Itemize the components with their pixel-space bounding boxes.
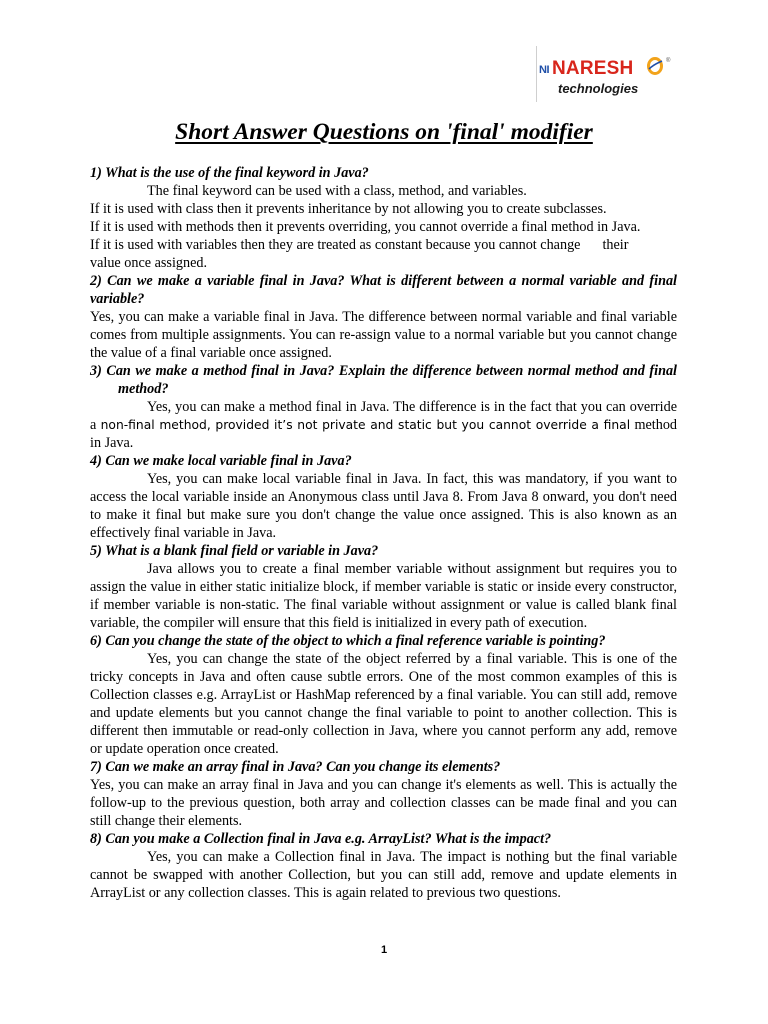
page-number: 1 [380,944,388,956]
question-heading: 5) What is a blank final field or variable in Java? [90,543,379,559]
document-body [90,164,677,902]
answer-paragraph: Yes, you can make a Collection final in Java. The impact is nothing but the final variable cannot be swapped with another Collection, but you can still add, remove and update elements in ArrayList or any collection classes. This is again related to previous two questions. [90,849,677,901]
question-heading: 1) What is the use of the final keyword in Java? [90,165,369,181]
answer-paragraph [90,398,677,452]
logo-swoosh-icon [646,57,664,75]
logo-trademark: ® [666,58,671,64]
answer-text: Yes, you can make a method final in Java. The difference is in the fact that you can override a [90,399,677,433]
question-heading: 2) Can we make a variable final in Java? What is different between a normal variable and final variable? [90,273,677,307]
answer-paragraph: value once assigned. [90,255,208,271]
question-heading: 4) Can we make local variable final in Java? [90,453,352,469]
answer-paragraph: If it is used with methods then it prevents overriding, you cannot override a final method in Java. [90,219,641,235]
answer-paragraph: Yes, you can make a variable final in Java. The difference between normal variable and final variable comes from multiple assignments. You can re-assign value to a normal variable but you cannot change the value of a final variable once assigned. [90,309,677,361]
logo-divider [536,46,537,102]
logo-tagline: technologies [558,81,639,96]
question-heading: 7) Can we make an array final in Java? Can you change its elements? [90,759,501,775]
answer-line [90,236,677,254]
answer-text: method in Java. [90,417,678,451]
answer-paragraph: Java allows you to create a final member variable without assignment but requires you to assign the value in either static initialize block, if member variable is static or inside every constructor, if member variable is non-static. The final variable without assignment or value is called blank final variable, the compiler will ensure that this field is initialized in every path of execution. [90,561,677,631]
answer-paragraph: Yes, you can change the state of the object referred by a final variable. This is one of the tricky concepts in Java and often cause subtle errors. One of the most common examples of this is Collection classes e.g. ArrayList or HashMap referenced by a final variable. You can still add, remove and update elements but you cannot change the final variable to point to another collection. This is different then immutable or read-only collection in Java, where you cannot perform any add, remove or update operation once created. [90,651,677,757]
answer-text: their [602,237,629,253]
question-heading: 8) Can you make a Collection final in Java e.g. ArrayList? What is the impact? [90,831,552,847]
question-heading: 6) Can you change the state of the object to which a final reference variable is pointing? [90,633,606,649]
page-title: Short Answer Questions on 'final' modifier [175,119,593,145]
logo-prefix: NI [539,64,549,76]
answer-paragraph: The final keyword can be used with a class, method, and variables. [147,183,527,199]
answer-paragraph: Yes, you can make local variable final in Java. In fact, this was mandatory, if you want to access the local variable inside an Anonymous class until Java 8. From Java 8 onward, you don't need to make it final but make sure you don't change the value once assigned. This is also known as an effectively final variable in Java. [90,471,677,541]
answer-paragraph: If it is used with class then it prevents inheritance by not allowing you to create subclasses. [90,201,607,217]
question-heading: 3) Can we make a method final in Java? Explain the difference between normal method and final method? [90,363,677,397]
answer-text: If it is used with variables then they are treated as constant because you cannot change [90,237,581,253]
naresh-technologies-logo [536,44,676,102]
logo-name: NARESH [552,58,634,79]
answer-paragraph: Yes, you can make an array final in Java and you can change it's elements as well. This is actually the follow-up to the previous question, both array and collection classes can be made final and you can still change their elements. [90,777,677,829]
answer-text: non-final method, provided it’s not private and static but you cannot override a final [100,418,631,432]
